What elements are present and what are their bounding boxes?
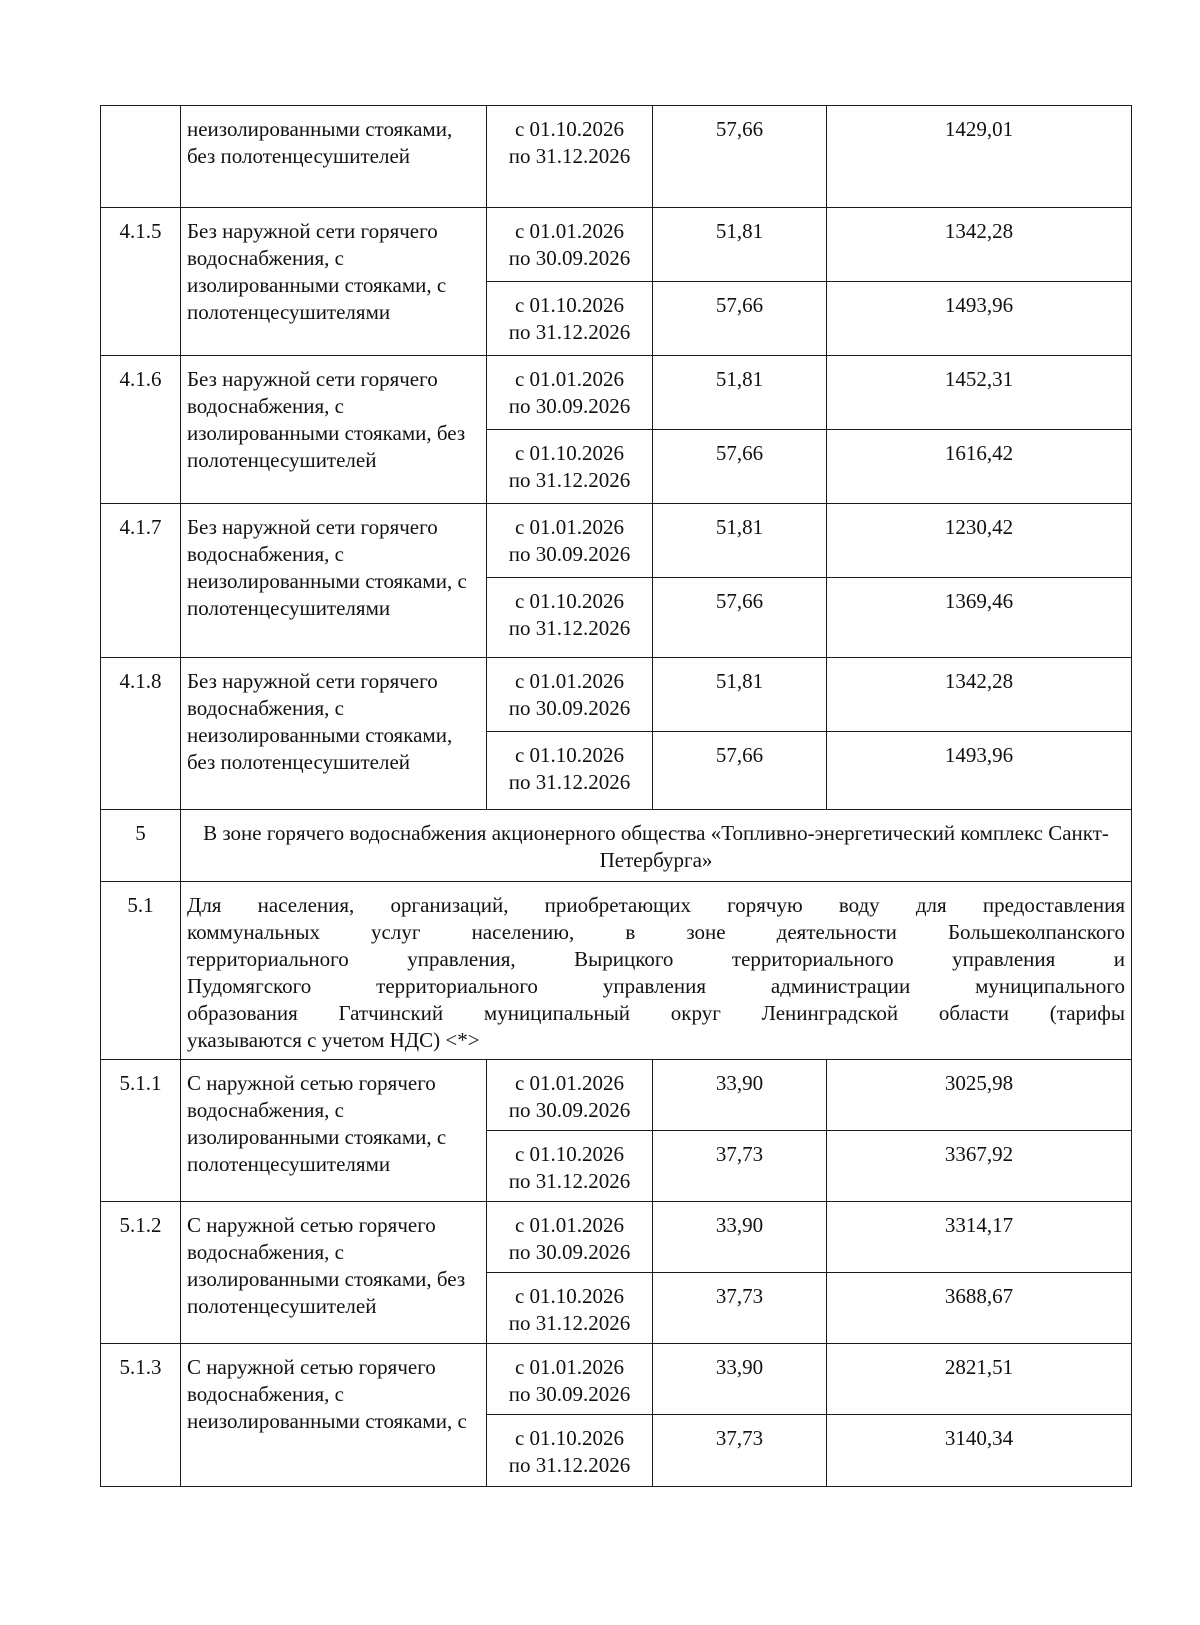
tariff-cell: 1616,42 (827, 430, 1132, 504)
period-from: с 01.01.2026 (514, 367, 625, 391)
code-cell (101, 106, 181, 208)
subsection-text-line: Для населения, организаций, приобретающих горячую воду для предоставления (187, 893, 1125, 917)
code-cell: 4.1.6 (101, 356, 181, 504)
period-from: с 01.10.2026 (514, 1426, 625, 1450)
period-from: с 01.01.2026 (514, 1071, 625, 1095)
period-to: по 30.09.2026 (508, 1098, 631, 1122)
table-row (101, 208, 1132, 282)
period-from: с 01.10.2026 (514, 293, 625, 317)
period-from: с 01.10.2026 (514, 441, 625, 465)
period-cell (487, 430, 653, 504)
tariff-cell: 2821,51 (827, 1344, 1132, 1415)
period-to: по 31.12.2026 (508, 144, 631, 168)
section-title: В зоне горячего водоснабжения акционерного общества «Топливно-энергетический комплекс Санкт-Петербурга» (181, 810, 1132, 882)
period-to: по 31.12.2026 (508, 1311, 631, 1335)
period-cell (487, 1273, 653, 1344)
period-cell (487, 208, 653, 282)
period-from: с 01.10.2026 (514, 117, 625, 141)
tariff-cell: 1230,42 (827, 504, 1132, 578)
rate-cell: 51,81 (653, 356, 827, 430)
code-cell: 4.1.8 (101, 658, 181, 810)
code-cell: 5.1.2 (101, 1202, 181, 1344)
rate-cell: 51,81 (653, 658, 827, 732)
period-to: по 31.12.2026 (508, 616, 631, 640)
tariff-cell: 3025,98 (827, 1060, 1132, 1131)
rate-cell: 57,66 (653, 578, 827, 658)
table-row (101, 1202, 1132, 1273)
code-cell: 4.1.5 (101, 208, 181, 356)
description-cell: Без наружной сети горячего водоснабжения, с изолированными стояками, без полотенцесушителей (181, 356, 487, 504)
rate-cell: 51,81 (653, 208, 827, 282)
period-cell (487, 1415, 653, 1487)
tariff-cell: 1493,96 (827, 282, 1132, 356)
code-cell: 5 (101, 810, 181, 882)
period-from: с 01.01.2026 (514, 1355, 625, 1379)
table-row (101, 1344, 1132, 1415)
period-to: по 30.09.2026 (508, 246, 631, 270)
rate-cell: 37,73 (653, 1273, 827, 1344)
rate-cell: 37,73 (653, 1131, 827, 1202)
subsection-text-line: образования Гатчинский муниципальный округ Ленинградской области (тарифы (187, 1001, 1125, 1025)
rate-cell: 37,73 (653, 1415, 827, 1487)
description-cell: Без наружной сети горячего водоснабжения, с неизолированными стояками, с полотенцесушителями (181, 504, 487, 658)
period-cell (487, 504, 653, 578)
section-heading-row (101, 810, 1132, 882)
period-from: с 01.10.2026 (514, 589, 625, 613)
period-to: по 30.09.2026 (508, 1240, 631, 1264)
period-to: по 31.12.2026 (508, 1169, 631, 1193)
subsection-text-line: Пудомягского территориального управления администрации муниципального (187, 974, 1125, 998)
period-from: с 01.10.2026 (514, 1284, 625, 1308)
rate-cell: 57,66 (653, 106, 827, 208)
description-cell: Без наружной сети горячего водоснабжения, с неизолированными стояками, без полотенцесушителей (181, 658, 487, 810)
period-from: с 01.01.2026 (514, 1213, 625, 1237)
code-cell: 5.1.3 (101, 1344, 181, 1487)
subsection-text-line: коммунальных услуг населению, в зоне деятельности Большеколпанского (187, 920, 1125, 944)
subsection-text-line: территориального управления, Вырицкого территориального управления и (187, 947, 1125, 971)
rate-cell: 51,81 (653, 504, 827, 578)
tariff-cell: 3688,67 (827, 1273, 1132, 1344)
period-cell (487, 282, 653, 356)
description-cell: С наружной сетью горячего водоснабжения, с изолированными стояками, с полотенцесушителями (181, 1060, 487, 1202)
tariff-cell: 1493,96 (827, 732, 1132, 810)
rate-cell: 33,90 (653, 1344, 827, 1415)
table-row (101, 504, 1132, 578)
table-row (101, 356, 1132, 430)
rate-cell: 33,90 (653, 1060, 827, 1131)
table-row-continuation (101, 106, 1132, 208)
period-cell (487, 356, 653, 430)
subsection-text-line: указываются с учетом НДС) <*> (187, 1028, 480, 1052)
period-cell (487, 1131, 653, 1202)
period-cell (487, 578, 653, 658)
table-row (101, 1060, 1132, 1131)
tariff-cell: 1342,28 (827, 658, 1132, 732)
tariff-cell: 1342,28 (827, 208, 1132, 282)
tariff-cell: 1429,01 (827, 106, 1132, 208)
period-to: по 31.12.2026 (508, 1453, 631, 1477)
period-to: по 30.09.2026 (508, 696, 631, 720)
tariff-table (100, 105, 1132, 1487)
tariff-cell: 3140,34 (827, 1415, 1132, 1487)
period-to: по 30.09.2026 (508, 542, 631, 566)
rate-cell: 57,66 (653, 732, 827, 810)
table-row (101, 658, 1132, 732)
rate-cell: 33,90 (653, 1202, 827, 1273)
subsection-text (181, 882, 1132, 1060)
period-to: по 30.09.2026 (508, 1382, 631, 1406)
period-cell (487, 1344, 653, 1415)
period-from: с 01.01.2026 (514, 669, 625, 693)
period-to: по 30.09.2026 (508, 394, 631, 418)
description-cell: С наружной сетью горячего водоснабжения, с неизолированными стояками, с (181, 1344, 487, 1487)
rate-cell: 57,66 (653, 282, 827, 356)
period-cell (487, 732, 653, 810)
period-cell (487, 1060, 653, 1131)
period-to: по 31.12.2026 (508, 320, 631, 344)
subsection-row (101, 882, 1132, 1060)
period-to: по 31.12.2026 (508, 770, 631, 794)
period-cell (487, 658, 653, 732)
description-cell: неизолированными стояками, без полотенцесушителей (181, 106, 487, 208)
rate-cell: 57,66 (653, 430, 827, 504)
code-cell: 5.1.1 (101, 1060, 181, 1202)
period-to: по 31.12.2026 (508, 468, 631, 492)
period-from: с 01.10.2026 (514, 1142, 625, 1166)
tariff-cell: 1369,46 (827, 578, 1132, 658)
code-cell: 5.1 (101, 882, 181, 1060)
code-cell: 4.1.7 (101, 504, 181, 658)
description-cell: С наружной сетью горячего водоснабжения, с изолированными стояками, без полотенцесушителей (181, 1202, 487, 1344)
period-cell (487, 1202, 653, 1273)
period-from: с 01.01.2026 (514, 219, 625, 243)
tariff-cell: 1452,31 (827, 356, 1132, 430)
period-from: с 01.01.2026 (514, 515, 625, 539)
description-cell: Без наружной сети горячего водоснабжения, с изолированными стояками, с полотенцесушителями (181, 208, 487, 356)
period-from: с 01.10.2026 (514, 743, 625, 767)
tariff-cell: 3314,17 (827, 1202, 1132, 1273)
tariff-cell: 3367,92 (827, 1131, 1132, 1202)
period-cell (487, 106, 653, 208)
